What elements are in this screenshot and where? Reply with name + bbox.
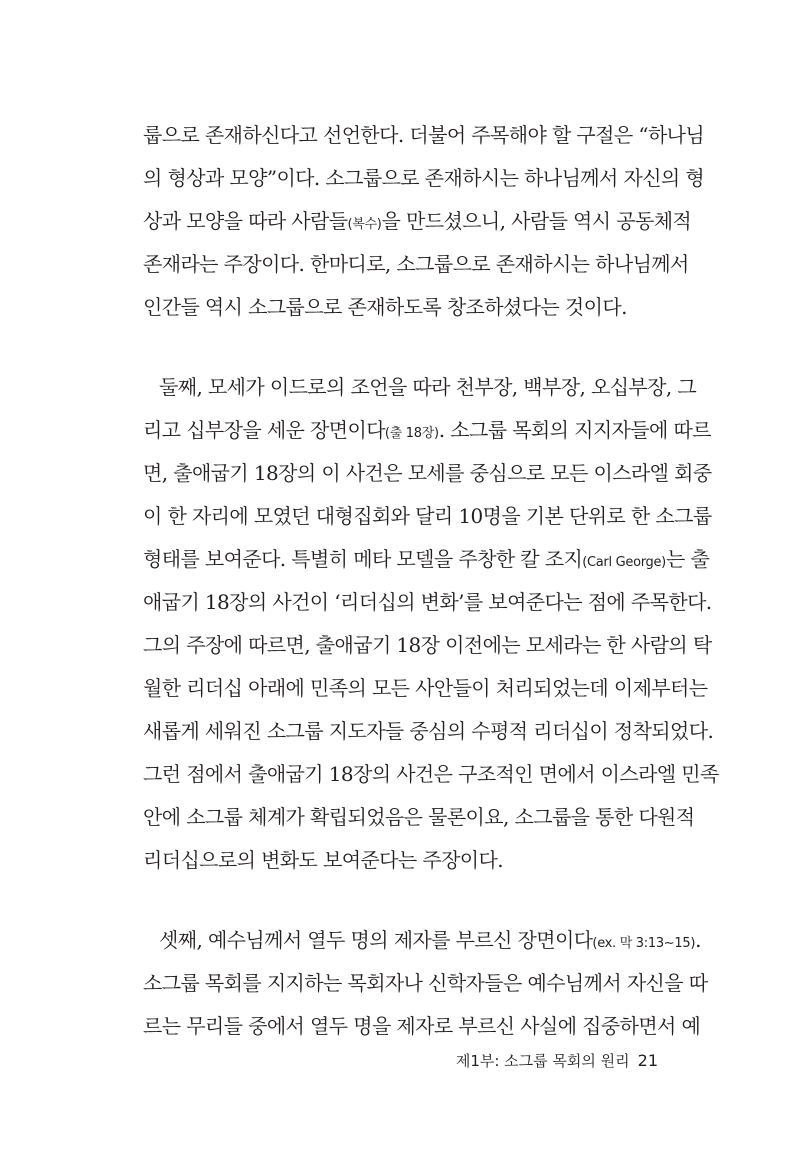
text-line: 인간들 역시 소그룹으로 존재하도록 창조하셨다는 것이다. [143, 295, 627, 319]
plural-note: (복수) [347, 217, 382, 232]
text-line: 리더십으로의 변화도 보여준다는 주장이다. [143, 848, 503, 872]
mark-reference: (ex. 막 3:13∼15) [592, 936, 696, 951]
text-line: 소그룹 목회를 지지하는 목회자나 신학자들은 예수님께서 자신을 따 [143, 971, 708, 995]
text-line: 룹으로 존재하신다고 선언한다. 더불어 주목해야 할 구절은 “하나님 [143, 123, 705, 147]
running-title: 제1부: 소그룹 목회의 원리 [455, 1052, 630, 1070]
text-fragment: 상과 모양을 따라 사람들 [143, 209, 348, 233]
text-line: 그런 점에서 출애굽기 18장의 사건은 구조적인 면에서 이스라엘 민족 [143, 762, 719, 786]
exodus-reference: (출 18장) [384, 426, 439, 441]
page-number: 21 [637, 1051, 658, 1070]
text-fragment: 형태를 보여준다. 특별히 메타 모델을 주창한 칼 조지 [143, 547, 583, 571]
text-line [159, 925, 701, 959]
text-line: 둘째, 모세가 이드로의 조언을 따라 천부장, 백부장, 오십부장, 그 [159, 375, 697, 399]
text-fragment: 을 만드셨으니, 사람들 역시 공동체적 [381, 209, 692, 233]
text-line: 월한 리더십 아래에 민족의 모든 사안들이 처리되었는데 이제부터는 [143, 676, 708, 700]
text-line: 면, 출애굽기 18장의 이 사건은 모세를 중심으로 모든 이스라엘 회중 [143, 461, 712, 485]
carl-george-reference: (Carl George) [582, 555, 666, 570]
text-line: 안에 소그룹 체계가 확립되었음은 물론이요, 소그룹을 통한 다원적 [143, 805, 695, 829]
text-line: 그의 주장에 따르면, 출애굽기 18장 이전에는 모세라는 한 사람의 탁 [143, 633, 712, 657]
text-fragment: . 소그룹 목회의 지지자들에 따르 [438, 418, 711, 442]
text-line [143, 544, 710, 578]
page-footer [456, 1050, 658, 1071]
text-line: 존재라는 주장이다. 한마디로, 소그룹으로 존재하시는 하나님께서 [143, 252, 689, 276]
text-line [143, 206, 692, 240]
text-fragment: . [695, 928, 701, 952]
text-line: 새롭게 세워진 소그룹 지도자들 중심의 수평적 리더십이 정착되었다. [143, 719, 714, 743]
text-line: 애굽기 18장의 사건이 ‘리더십의 변화’를 보여준다는 점에 주목한다. [143, 590, 712, 614]
text-fragment: 셋째, 예수님께서 열두 명의 제자를 부르신 장면이다 [159, 928, 593, 952]
text-line: 이 한 자리에 모였던 대형집회와 달리 10명을 기본 단위로 한 소그룹 [143, 504, 712, 528]
text-line: 르는 무리들 중에서 열두 명을 제자로 부르신 사실에 집중하면서 예 [143, 1014, 701, 1038]
text-line [143, 415, 711, 449]
text-fragment: 리고 십부장을 세운 장면이다 [143, 418, 385, 442]
text-fragment: 는 출 [665, 547, 710, 571]
text-line: 의 형상과 모양”이다. 소그룹으로 존재하시는 하나님께서 자신의 형 [143, 166, 705, 190]
